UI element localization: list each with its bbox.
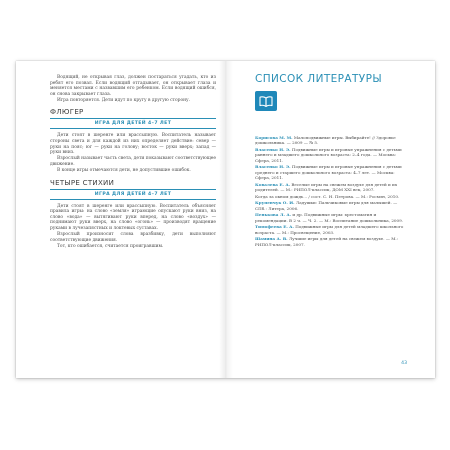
reference-author: Ковалева Е. А. <box>255 181 291 187</box>
section-subtitle: ИГРА ДЛЯ ДЕТЕЙ 4–7 ЛЕТ <box>50 192 216 200</box>
reference-item <box>255 147 407 163</box>
game-paragraph: Взрослый называет часть света, дети показывают соответствующее движение. <box>50 156 216 167</box>
game-paragraph: Дети стоят в шеренге или врассыпную. Воспитатель объясняет правила игры: на слово «земля» играющие опускают руки вниз, на слово «вода» — вытягивают руки вперед, на слово «воздух» — поднимают руки вверх, на слово «огонь» — производят вращение руками в лучезапястных и локтевых суставах. <box>50 203 216 231</box>
reference-author: Пенькова Л. А. <box>255 212 292 218</box>
reference-list <box>255 135 407 247</box>
reference-text: Малоподвижные игры. Выбирайте! // Здоровье дошкольника. — 2009 — № 5. <box>255 135 396 146</box>
reference-item <box>255 224 407 235</box>
game-paragraph: В конце игры отмечаются дети, не допустившие ошибок. <box>57 168 191 174</box>
book-spread <box>16 61 435 378</box>
section-subtitle: ИГРА ДЛЯ ДЕТЕЙ 4–7 ЛЕТ <box>50 121 216 129</box>
open-book-icon <box>255 91 277 111</box>
reference-author: Власенко Н. Э. <box>255 164 291 170</box>
reference-author: Шамина А. В. <box>255 236 288 242</box>
reference-text: Ладушки: Пальчиковые игры для малышей. — СПб.: Литера, 2006. <box>255 200 398 211</box>
section-chetyre-stikhii-header <box>50 179 216 200</box>
left-page <box>16 61 226 378</box>
reference-text: Подвижные игры и игровые упражнения с детьми раннего и младшего дошкольного возраста: 2–4 года. — Москва: Сфера, 2011. <box>255 147 402 163</box>
game-paragraph: Дети стоят в шеренге или врассыпную. Воспитатель называет стороны света и для каждой из них определяет действие: север — руки на пояс; юг — руки на голову; восток — руки вверх; запад — руки вниз. <box>50 133 216 156</box>
intro-paragraph: Игра повторяется. Дети идут по кругу в другую сторону. <box>57 97 190 103</box>
game-paragraph: Тот, кто ошибается, считается проигравшим. <box>57 243 164 249</box>
reference-author: Крупенчук О. И. <box>255 200 295 206</box>
reference-item <box>255 194 407 199</box>
right-page-content <box>243 73 408 248</box>
reference-item <box>255 135 407 146</box>
reference-author: Власенко Н. Э. <box>255 147 291 152</box>
open-book-icon-graphic <box>259 96 273 107</box>
reference-text: Подвижные игры для детей младшего школьного возраста. — М.: Просвещение, 2003. <box>255 224 404 235</box>
section-title: ЧЕТЫРЕ СТИХИИ <box>50 179 216 190</box>
right-page <box>226 61 435 378</box>
reference-author: Тимофеева Е. А. <box>255 224 294 230</box>
game-paragraph: Взрослый произносит слова вразбивку, дети выполняют соответствующие движения. <box>50 232 216 243</box>
reference-item <box>255 200 407 211</box>
page-number: 43 <box>401 361 407 366</box>
reference-item <box>255 182 407 193</box>
reference-author: Борисова М. М. <box>255 135 293 140</box>
reference-text: Подвижные игры и игровые упражнения с детьми среднего и старшего дошкольного возраста: 4–7 лет. — Москва: Сфера, 2011. <box>255 164 402 181</box>
section-flyuger-header <box>50 108 216 129</box>
reference-item <box>255 236 407 247</box>
reference-text: Веселые игры на свежем воздухе для детей и их родителей. — М.: РИПОЛ-классик, ДОМ XXI век, 2007. <box>255 181 398 193</box>
intro-paragraph: Водящий, не открывая глаз, должен постараться угадать, кто из ребят его позвал. Если водящий отгадывает, он открывает глаза и меняется местами с назвавшим его ребенком. Если водящий ошибся, он снова закрывает глаза. <box>50 75 216 97</box>
reference-item <box>255 164 407 180</box>
reference-text: Когда за окном дождь... / сост. С. Н. Петрова. — М.: Росмэн, 2010. <box>255 193 400 199</box>
bibliography-title: СПИСОК ЛИТЕРАТУРЫ <box>255 73 382 85</box>
section-title: ФЛЮГЕР <box>50 108 216 119</box>
reference-item <box>255 212 407 223</box>
reference-text: и др. Подвижные игры: хрестоматия и рекомендации. В 2 ч. — Ч. 2. — М.: Воспитание дошкольника, 2009. <box>255 212 404 223</box>
reference-text: Лучшие игры для детей на свежем воздухе. — М.: РИПОЛ-классик, 2007. <box>255 236 399 247</box>
left-page-content <box>50 75 216 250</box>
